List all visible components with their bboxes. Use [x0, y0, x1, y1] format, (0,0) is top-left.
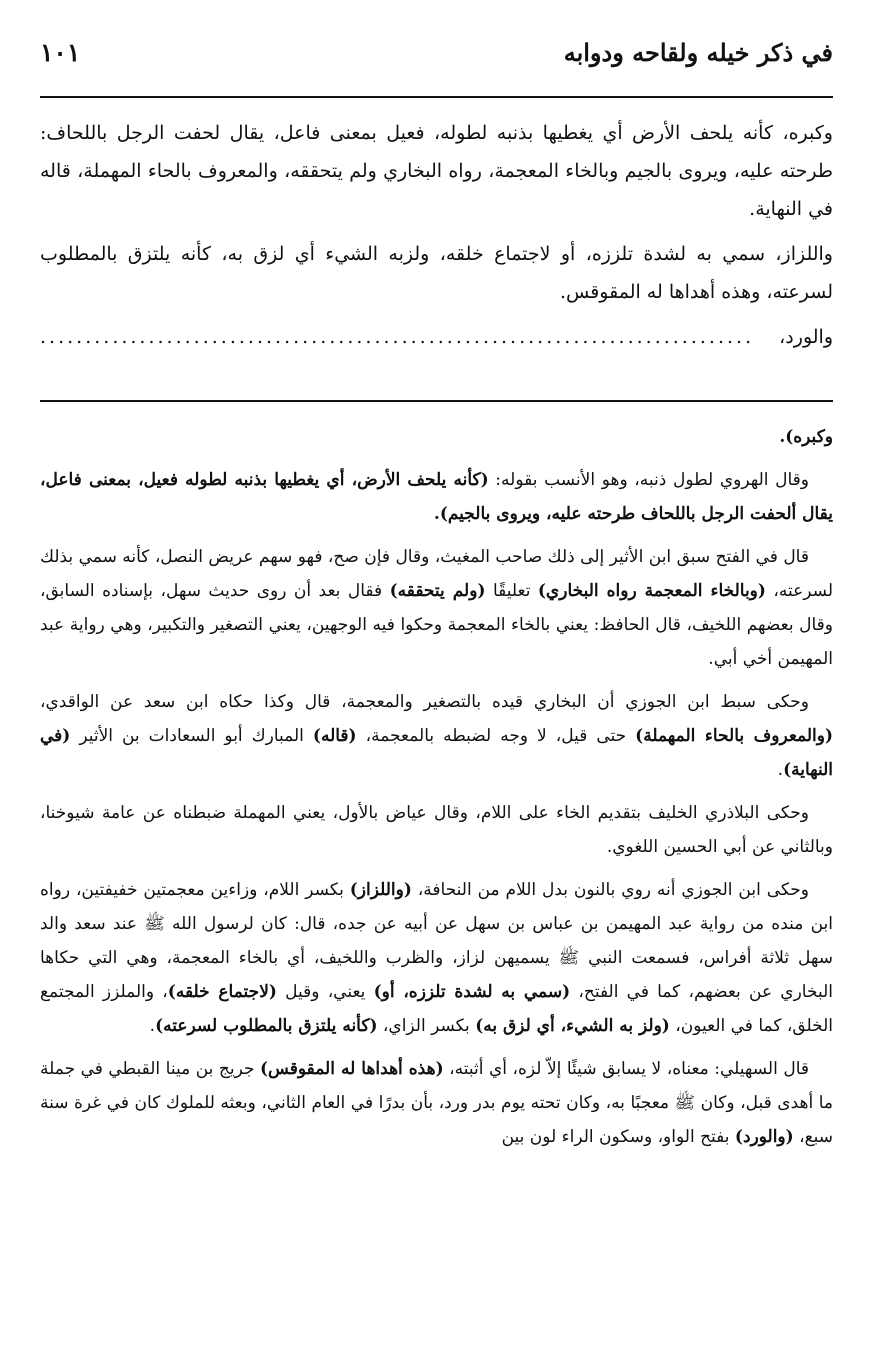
- commentary-paragraph-1: [40, 420, 833, 454]
- commentary-text-span: وحكى سبط ابن الجوزي أن البخاري قيده بالتصغير والمعجمة، قال وكذا حكاه ابن سعد عن الواقدي،: [40, 692, 809, 712]
- commentary-text-span: قال السهيلي: معناه، لا يسابق شيئًا إلاّ لزه، أي أثبته،: [443, 1059, 809, 1079]
- commentary-paragraph-6: [40, 873, 833, 1043]
- commentary-text-span: بفتح الواو، وسكون الراء لون بين: [501, 1127, 735, 1147]
- commentary-paragraph-5: وحكى البلاذري الخليف بتقديم الخاء على اللام، وقال عياض بالأول، يعني المهملة ضبطناه عن عامة شيوخنا، وبالثاني عن أبي الحسين اللغوي.: [40, 803, 833, 857]
- commentary-text-span: وقال الهروي لطول ذنبه، وهو الأنسب بقوله:: [488, 470, 809, 490]
- commentary-paragraph-3: [40, 540, 833, 676]
- commentary-text-span: حتى قيل، لا وجه لضبطه بالمعجمة،: [356, 726, 636, 746]
- quoted-text: وكبره).: [779, 427, 833, 447]
- running-title: في ذكر خيله ولقاحه ودوابه: [563, 38, 833, 67]
- continuation-dots: ...............................................................................: [40, 326, 755, 348]
- commentary-text: [40, 420, 833, 1319]
- commentary-text-span: بكسر اللام، وزاءين معجمتين خفيفتين، رواه ابن منده من رواية عبد المهيمن بن عباس بن سهل عن أبيه عن جده، قال: كان لرسول الله ﷺ عند سعد والد سهل ثلاثة أفراس، فسمعت النبي ﷺ يسميهن لزاز، والظرب واللخيف، أي بالخاء المعجمة، وهي التي حكاها البخاري عن بعضهم، كما في الفتح،: [40, 880, 833, 1002]
- commentary-text-span: .: [777, 760, 784, 780]
- main-paragraph-2: واللزاز، سمي به لشدة تلززه، أو لاجتماع خلقه، ولزبه الشيء أي لزق به، كأنه يلتزق بالمطلوب لسرعته، وهذه أهداها له المقوقس.: [40, 243, 833, 303]
- main-text: [40, 114, 833, 356]
- quoted-text: (ولم يتحققه): [389, 581, 486, 601]
- quoted-text: (هذه أهداها له المقوقس): [259, 1059, 444, 1079]
- quoted-text: (واللزاز): [349, 880, 412, 900]
- commentary-text-span: تعليقًا: [485, 581, 538, 601]
- quoted-text: (كأنه يلحف الأرض، أي يغطيها بذنبه لطوله فعيل، بمعنى فاعل، يقال ألحفت الرجل باللحاف طرحته عليه، ويروى بالجيم).: [40, 470, 833, 524]
- commentary-text-span: .: [149, 1016, 156, 1036]
- quoted-text: (ولز به الشيء، أي لزق به): [475, 1016, 670, 1036]
- section-divider: [40, 400, 833, 402]
- commentary-text-span: بكسر الزاي،: [377, 1016, 476, 1036]
- quoted-text: (قاله): [312, 726, 357, 746]
- commentary-paragraph-2: [40, 463, 833, 531]
- quoted-text: (كأنه يلتزق بالمطلوب لسرعته): [155, 1016, 378, 1036]
- header-rule: [40, 96, 833, 98]
- page-number: ١٠١: [40, 38, 81, 67]
- commentary-text-span: فقال بعد أن روى حديث سهل، بإسناده السابق، وقال بعضهم اللخيف، قال الحافظ: يعني بالخاء المعجمة وحكوا فيه الوجهين، يعني التصغير والتكبير، وهي رواية عبد المهيمن أخي أبي.: [40, 581, 833, 669]
- main-paragraph-3: [40, 318, 833, 356]
- commentary-text-span: ، والملزز المجتمع الخلق، كما في العيون،: [40, 982, 833, 1036]
- commentary-text-span: يعني، وقيل: [276, 982, 374, 1002]
- commentary-text-span: جريج بن مينا القبطي في جملة ما أهدى قبل، وكان ﷺ معجبًا به، وكان تحته يوم بدر ورد، بأن بدرًا في العام الثاني، وبعثه للملوك كان في غرة سنة سبع،: [40, 1059, 833, 1147]
- quoted-text: (سمي به لشدة تلززه، أو): [373, 982, 571, 1002]
- commentary-text-span: قال في الفتح سبق ابن الأثير إلى ذلك صاحب المغيث، وقال فإن صح، فهو سهم عريض النصل، كأنه سمي بذلك لسرعته،: [40, 547, 833, 601]
- quoted-text: (والمعروف بالحاء المهملة): [635, 726, 834, 746]
- quoted-text: (في النهاية): [40, 726, 833, 780]
- commentary-paragraph-4: [40, 685, 833, 787]
- main-paragraph-1: وكبره، كأنه يلحف الأرض أي يغطيها بذنبه لطوله، فعيل بمعنى فاعل، يقال لحفت الرجل باللحاف: طرحته عليه، ويروى بالجيم وبالخاء المعجمة، رواه البخاري ولم يتحققه، والمعروف بالحاء المهملة، قاله في النهاية.: [40, 122, 833, 220]
- commentary-text-span: وحكى ابن الجوزي أنه روي بالنون بدل اللام من النحافة،: [411, 880, 809, 900]
- main-paragraph-3-text: والورد،: [779, 326, 833, 348]
- commentary-text-span: المبارك أبو السعادات بن الأثير: [70, 726, 313, 746]
- quoted-text: (والورد): [734, 1127, 794, 1147]
- commentary-paragraph-7: [40, 1052, 833, 1154]
- page-header: [40, 38, 833, 84]
- quoted-text: (وبالخاء المعجمة رواه البخاري): [537, 581, 766, 601]
- quoted-text: (لاجتماع خلقه): [167, 982, 277, 1002]
